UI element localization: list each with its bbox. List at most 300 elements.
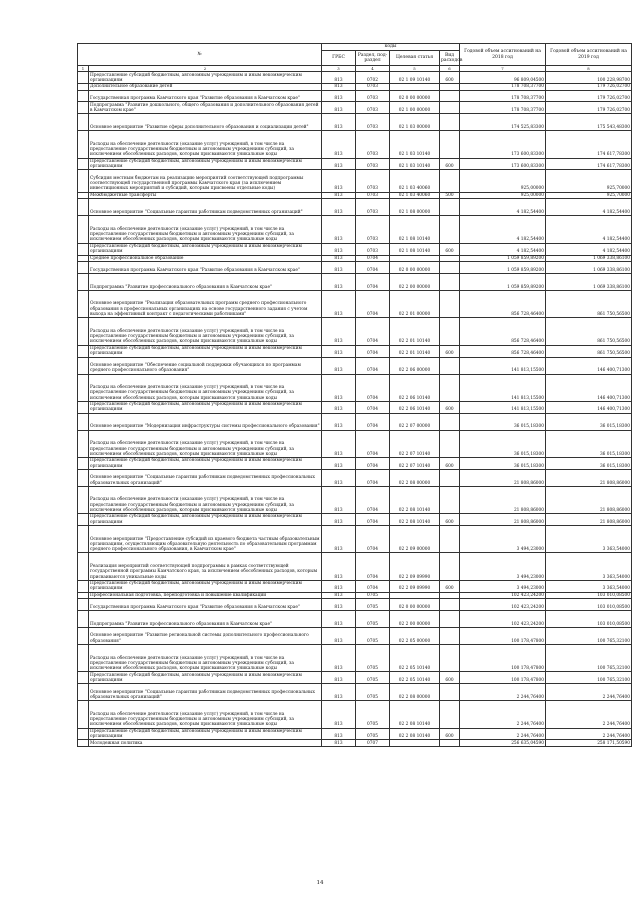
row-exp-type-cell [440,84,460,91]
row-grbs-cell: 813 [322,102,356,114]
row-target-cell: 02 2 06 10140 [390,374,440,401]
row-amount-2019-cell: 100 228,98700 [546,72,632,84]
table-row [78,158,632,170]
table-row [78,102,632,114]
row-name-cell: Основное мероприятие "Обеспечение социальной поддержки обучающихся по программам среднего профессионального образования" [89,357,322,374]
row-amount-2019-cell: 1 069 338,86100 [546,273,632,290]
col-number: 8 [546,66,632,72]
row-section-cell: 0705 [356,628,390,645]
row-amount-2019-cell: 36 015,18300 [546,413,632,430]
table-row [78,290,632,317]
row-exp-type-cell: 600 [440,72,460,84]
row-exp-type-cell [440,592,460,599]
row-number-cell [78,514,89,526]
row-amount-2019-cell: 146 400,71300 [546,357,632,374]
row-name-cell: Межбюджетные трансферты [89,192,322,199]
row-target-cell: 02 2 01 10140 [390,345,440,357]
row-number-cell [78,592,89,599]
row-target-cell: 02 2 09 00000 [390,526,440,553]
row-grbs-cell: 813 [322,290,356,317]
row-target-cell: 02 2 09 09990 [390,580,440,592]
table-row [78,84,632,91]
row-number-cell [78,684,89,701]
row-name-cell: Среднее профессиональное образование [89,255,322,262]
row-section-cell: 0705 [356,645,390,672]
row-number-cell [78,740,89,747]
row-number-cell [78,628,89,645]
row-grbs-cell: 813 [322,430,356,457]
row-amount-2018-cell: 1 059 859,89200 [460,255,546,262]
table-row [78,672,632,684]
row-number-cell [78,580,89,592]
row-name-cell: Расходы на обеспечение деятельности (оказание услуг) учреждений, в том числе на предоставление государственным бюджетным и автономным учреждениям субсидий, за исключением обособленных расходов, которым присваиваются уникальные коды [89,430,322,457]
row-exp-type-cell [440,599,460,611]
row-number-cell [78,469,89,486]
row-amount-2018-cell: 4 182,54400 [460,199,546,216]
row-target-cell: 02 1 00 00000 [390,102,440,114]
row-name-cell: Подпрограмма "Развитие профессионального образования в Камчатском крае" [89,273,322,290]
row-amount-2019-cell: 146 400,71300 [546,374,632,401]
row-number-cell [78,131,89,158]
row-exp-type-cell: 500 [440,192,460,199]
row-amount-2019-cell: 4 182,54400 [546,199,632,216]
row-amount-2019-cell: 21 808,86000 [546,514,632,526]
row-grbs-cell: 813 [322,192,356,199]
table-row [78,114,632,131]
row-exp-type-cell [440,273,460,290]
row-section-cell: 0704 [356,401,390,413]
row-amount-2019-cell: 179 726,02700 [546,102,632,114]
row-target-cell [390,592,440,599]
row-section-cell: 0703 [356,84,390,91]
row-name-cell: Государственная программа Камчатского края "Развитие образования в Камчатском крае" [89,599,322,611]
row-target-cell: 02 2 09 09990 [390,553,440,580]
row-target-cell: 02 2 06 00000 [390,357,440,374]
row-amount-2018-cell: 173 600,83300 [460,158,546,170]
row-grbs-cell: 813 [322,273,356,290]
table-row [78,580,632,592]
row-target-cell: 02 1 03 40060 [390,192,440,199]
row-amount-2019-cell: 2 244,76400 [546,728,632,740]
row-amount-2018-cell: 36 015,18300 [460,458,546,470]
table-row [78,374,632,401]
row-target-cell: 02 1 03 10140 [390,158,440,170]
row-exp-type-cell: 600 [440,514,460,526]
row-amount-2019-cell: 103 010,08500 [546,592,632,599]
row-grbs-cell: 813 [322,131,356,158]
row-amount-2019-cell: 179 726,02700 [546,90,632,102]
header-codes: коды [322,44,460,51]
row-amount-2018-cell: 4 182,54400 [460,243,546,255]
row-section-cell: 0704 [356,273,390,290]
row-amount-2018-cell: 178 708,37700 [460,102,546,114]
table-row [78,458,632,470]
row-exp-type-cell: 600 [440,401,460,413]
row-grbs-cell: 813 [322,90,356,102]
row-name-cell: Расходы на обеспечение деятельности (оказание услуг) учреждений, в том числе на предоставление государственным бюджетным и автономным учреждениям субсидий, за исключением обособленных расходов, которым присваиваются уникальные коды [89,318,322,345]
row-amount-2019-cell: 925,70000 [546,192,632,199]
row-name-cell: Расходы на обеспечение деятельности (оказание услуг) учреждений, в том числе на предоставление государственным бюджетным и автономным учреждениям субсидий, за исключением обособленных расходов, которым присваиваются уникальные коды [89,486,322,513]
header-2019: Годовой объем ассигнований на 2019 год [546,44,632,66]
row-name-cell: Основное мероприятие "Социальные гарантии работникам подведомственных профессиональных образовательных организаций" [89,469,322,486]
row-number-cell [78,216,89,243]
row-name-cell: Дополнительное образование детей [89,84,322,91]
row-section-cell: 0703 [356,90,390,102]
row-number-cell [78,553,89,580]
row-target-cell: 02 2 08 10140 [390,701,440,728]
row-amount-2019-cell: 103 010,08500 [546,611,632,628]
row-amount-2019-cell: 21 808,86000 [546,469,632,486]
row-exp-type-cell [440,611,460,628]
row-exp-type-cell [440,469,460,486]
row-exp-type-cell: 600 [440,345,460,357]
row-amount-2019-cell: 3 363,54000 [546,526,632,553]
row-amount-2019-cell: 4 182,54400 [546,216,632,243]
row-amount-2018-cell: 141 813,15500 [460,357,546,374]
row-exp-type-cell: 600 [440,458,460,470]
row-target-cell: 02 1 08 00000 [390,199,440,216]
row-exp-type-cell [440,216,460,243]
row-grbs-cell: 813 [322,514,356,526]
row-number-cell [78,357,89,374]
row-name-cell: Основное мероприятие "Развитие сферы дополнительного образования и социализации детей" [89,114,322,131]
row-target-cell [390,84,440,91]
row-grbs-cell: 813 [322,255,356,262]
row-amount-2018-cell: 925,00000 [460,170,546,192]
row-number-cell [78,401,89,413]
row-target-cell: 02 2 05 00000 [390,628,440,645]
row-exp-type-cell: 600 [440,158,460,170]
row-exp-type-cell [440,628,460,645]
row-amount-2019-cell: 36 015,18300 [546,430,632,457]
row-exp-type-cell [440,430,460,457]
row-name-cell: Молодежная политика [89,740,322,747]
row-section-cell: 0703 [356,170,390,192]
row-section-cell: 0703 [356,131,390,158]
row-name-cell: Предоставление субсидий бюджетным, автономным учреждениям и иным некоммерческим организациям [89,672,322,684]
row-name-cell: Субсидия местным бюджетам на реализацию мероприятий соответствующей подпрограммы соответствующей государственной программы Камчатского края (за исключением инвестиционных мероприятий и субсидий, которым присвоены отдельные коды) [89,170,322,192]
table-row [78,199,632,216]
row-amount-2018-cell: 925,00000 [460,192,546,199]
row-name-cell: Предоставление субсидий бюджетным, автономным учреждениям и иным некоммерческим организациям [89,72,322,84]
row-exp-type-cell [440,645,460,672]
table-row [78,262,632,274]
row-exp-type-cell: 600 [440,728,460,740]
row-exp-type-cell [440,318,460,345]
row-number-cell [78,243,89,255]
row-amount-2018-cell: 856 728,46400 [460,318,546,345]
row-amount-2019-cell: 1 069 338,86100 [546,255,632,262]
table-row [78,255,632,262]
row-grbs-cell: 813 [322,170,356,192]
row-amount-2018-cell: 100 178,47800 [460,672,546,684]
row-name-cell: Основное мероприятие "Реализация образовательных программ среднего профессионального образования в профессиональных организациях на основе государственного задания с учетом выхода на эффективный контракт с педагогическими работниками" [89,290,322,317]
row-section-cell: 0704 [356,514,390,526]
budget-table [77,43,632,747]
col-number: 4 [356,66,390,72]
row-amount-2019-cell: 4 182,54400 [546,243,632,255]
row-amount-2019-cell: 2 244,76400 [546,684,632,701]
row-section-cell: 0704 [356,430,390,457]
row-grbs-cell: 813 [322,243,356,255]
row-grbs-cell: 813 [322,701,356,728]
row-target-cell [390,740,440,747]
row-section-cell: 0703 [356,158,390,170]
table-row [78,90,632,102]
row-exp-type-cell: 600 [440,672,460,684]
row-name-cell: Предоставление субсидий бюджетным, автономным учреждениям и иным некоммерческим организациям [89,728,322,740]
row-number-cell [78,199,89,216]
row-amount-2019-cell: 146 400,71300 [546,401,632,413]
row-grbs-cell: 813 [322,645,356,672]
row-name-cell: Предоставление субсидий бюджетным, автономным учреждениям и иным некоммерческим организациям [89,458,322,470]
row-amount-2018-cell: 21 808,86000 [460,514,546,526]
row-amount-2018-cell: 856 728,46400 [460,290,546,317]
table-row [78,514,632,526]
row-grbs-cell: 813 [322,628,356,645]
row-target-cell: 02 1 03 10140 [390,131,440,158]
row-number-cell [78,262,89,274]
row-grbs-cell: 813 [322,553,356,580]
row-section-cell: 0703 [356,102,390,114]
row-amount-2019-cell: 861 750,56500 [546,345,632,357]
row-number-cell [78,728,89,740]
row-exp-type-cell [440,102,460,114]
table-row [78,273,632,290]
table-body [78,72,632,747]
page-number: 14 [316,880,324,886]
row-grbs-cell: 813 [322,740,356,747]
row-amount-2019-cell: 100 765,32100 [546,628,632,645]
row-number-cell [78,102,89,114]
row-section-cell: 0705 [356,599,390,611]
header-target: Целевая статья [390,51,440,66]
row-grbs-cell: 813 [322,526,356,553]
row-number-cell [78,413,89,430]
table-row [78,243,632,255]
table-row [78,684,632,701]
row-number-cell [78,486,89,513]
row-name-cell: Расходы на обеспечение деятельности (оказание услуг) учреждений, в том числе на предоставление государственным бюджетным и автономным учреждениям субсидий, за исключением обособленных расходов, которым присваиваются уникальные коды [89,216,322,243]
row-amount-2019-cell: 861 750,56500 [546,318,632,345]
row-name-cell: Расходы на обеспечение деятельности (оказание услуг) учреждений, в том числе на предоставление государственным бюджетным и автономным учреждениям субсидий, за исключением обособленных расходов, которым присваиваются уникальные коды [89,701,322,728]
row-amount-2019-cell: 175 543,48300 [546,114,632,131]
row-amount-2019-cell: 21 808,86000 [546,486,632,513]
table-row [78,599,632,611]
table-row [78,701,632,728]
row-name-cell: Предоставление субсидий бюджетным, автономным учреждениям и иным некоммерческим организациям [89,243,322,255]
row-number-cell [78,526,89,553]
col-number: 1 [78,66,89,72]
row-amount-2018-cell: 3 494,23000 [460,580,546,592]
row-target-cell: 02 2 08 00000 [390,684,440,701]
row-exp-type-cell [440,290,460,317]
row-name-cell: Государственная программа Камчатского края "Развитие образования в Камчатском крае" [89,262,322,274]
header-2018: Годовой объем ассигнований на 2018 год [460,44,546,66]
row-amount-2018-cell: 1 059 859,89200 [460,273,546,290]
row-amount-2018-cell: 102 423,24200 [460,611,546,628]
row-number-cell [78,114,89,131]
row-section-cell: 0704 [356,357,390,374]
table-row [78,401,632,413]
row-amount-2018-cell: 96 809,04500 [460,72,546,84]
header-exp-type: Вид расходов [440,51,460,66]
table-row [78,486,632,513]
row-section-cell: 0705 [356,728,390,740]
table-row [78,170,632,192]
table-row [78,628,632,645]
row-target-cell: 02 2 00 00000 [390,611,440,628]
row-section-cell: 0707 [356,740,390,747]
row-number-cell [78,611,89,628]
row-amount-2018-cell: 3 494,23000 [460,526,546,553]
row-grbs-cell: 813 [322,599,356,611]
row-target-cell: 02 1 03 00000 [390,114,440,131]
row-amount-2018-cell: 21 808,86000 [460,469,546,486]
row-number-cell [78,72,89,84]
row-section-cell: 0704 [356,374,390,401]
row-grbs-cell: 813 [322,216,356,243]
row-grbs-cell: 813 [322,262,356,274]
row-name-cell: Государственная программа Камчатского края "Развитие образования в Камчатском крае" [89,90,322,102]
row-exp-type-cell [440,740,460,747]
row-section-cell: 0704 [356,580,390,592]
row-name-cell: Основное мероприятие "Предоставление субсидий из краевого бюджета частным образовательным организациям, осуществляющим образовательную деятельность по образовательным программам среднего профессионального образования, в Камчатском крае" [89,526,322,553]
row-number-cell [78,458,89,470]
row-number-cell [78,430,89,457]
row-exp-type-cell [440,114,460,131]
table-row [78,469,632,486]
row-exp-type-cell [440,413,460,430]
row-number-cell [78,701,89,728]
row-section-cell: 0704 [356,526,390,553]
row-target-cell: 02 2 08 10140 [390,514,440,526]
row-amount-2018-cell: 102 423,24200 [460,592,546,599]
row-target-cell: 02 1 08 10140 [390,243,440,255]
row-target-cell: 02 2 08 10140 [390,728,440,740]
table-row [78,592,632,599]
row-grbs-cell: 813 [322,458,356,470]
row-amount-2019-cell: 861 750,56500 [546,290,632,317]
row-target-cell: 02 2 05 10140 [390,645,440,672]
row-grbs-cell: 813 [322,728,356,740]
row-exp-type-cell [440,357,460,374]
table-row [78,728,632,740]
row-grbs-cell: 813 [322,592,356,599]
row-amount-2018-cell: 4 182,54400 [460,216,546,243]
row-amount-2018-cell: 102 423,24200 [460,599,546,611]
row-target-cell: 02 2 08 00000 [390,469,440,486]
row-grbs-cell: 813 [322,318,356,345]
row-amount-2018-cell: 2 244,76400 [460,728,546,740]
row-target-cell: 02 0 00 00000 [390,599,440,611]
row-exp-type-cell [440,255,460,262]
row-section-cell: 0704 [356,413,390,430]
row-number-cell [78,318,89,345]
row-name-cell: Основное мероприятие "Модернизация инфраструктуры системы профессионального образования" [89,413,322,430]
col-number: 3 [322,66,356,72]
row-number-cell [78,290,89,317]
row-target-cell: 02 2 01 10140 [390,318,440,345]
table-row [78,430,632,457]
row-name-cell: Основное мероприятие "Развитие региональной системы дополнительного профессионального образования" [89,628,322,645]
row-amount-2019-cell: 100 765,32100 [546,645,632,672]
row-grbs-cell: 813 [322,114,356,131]
row-grbs-cell: 813 [322,345,356,357]
row-name-cell: Подпрограмма "Развитие дошкольного, общего образования и дополнительного образования детей в Камчатском крае" [89,102,322,114]
row-grbs-cell: 813 [322,72,356,84]
row-amount-2019-cell: 179 726,02700 [546,84,632,91]
row-amount-2018-cell: 178 708,37700 [460,84,546,91]
row-name-cell: Реализация мероприятий соответствующей подпрограммы в рамках соответствующей государственной программы Камчатского края, за исключением обособленных расходов, которым присваиваются уникальные коды [89,553,322,580]
row-target-cell: 02 2 06 10140 [390,401,440,413]
row-number-cell [78,255,89,262]
row-target-cell: 02 2 01 00000 [390,290,440,317]
row-number-cell [78,90,89,102]
row-amount-2018-cell: 856 728,46400 [460,345,546,357]
row-exp-type-cell [440,701,460,728]
row-exp-type-cell: 600 [440,243,460,255]
row-name-cell: Подпрограмма "Развитие профессионального образования в Камчатском крае" [89,611,322,628]
row-section-cell: 0704 [356,255,390,262]
table-row [78,357,632,374]
row-target-cell: 02 2 08 10140 [390,486,440,513]
row-amount-2018-cell: 100 178,47800 [460,628,546,645]
row-section-cell: 0704 [356,458,390,470]
row-number-cell [78,672,89,684]
row-target-cell: 02 2 05 10140 [390,672,440,684]
row-exp-type-cell [440,374,460,401]
table-row [78,740,632,747]
table-row [78,131,632,158]
row-name-cell: Предоставление субсидий бюджетным, автономным учреждениям и иным некоммерческим организациям [89,158,322,170]
row-target-cell: 02 1 03 40060 [390,170,440,192]
row-grbs-cell: 813 [322,580,356,592]
row-target-cell: 02 2 07 10140 [390,458,440,470]
row-grbs-cell: 813 [322,611,356,628]
row-grbs-cell: 813 [322,357,356,374]
row-number-cell [78,345,89,357]
table-row [78,216,632,243]
row-amount-2018-cell: 1 059 859,89200 [460,262,546,274]
row-name-cell: Профессиональная подготовка, переподготовка и повышение квалификации [89,592,322,599]
row-amount-2018-cell: 256 635,04590 [460,740,546,747]
row-number-cell [78,273,89,290]
row-section-cell: 0703 [356,216,390,243]
row-number-cell [78,599,89,611]
row-amount-2019-cell: 925,70000 [546,170,632,192]
table-row [78,192,632,199]
row-amount-2019-cell: 3 363,54000 [546,553,632,580]
row-amount-2019-cell: 174 617,78300 [546,131,632,158]
row-amount-2018-cell: 141 813,15500 [460,401,546,413]
row-amount-2018-cell: 36 015,18300 [460,430,546,457]
table-row [78,318,632,345]
row-name-cell: Расходы на обеспечение деятельности (оказание услуг) учреждений, в том числе на предоставление государственным бюджетным и автономным учреждениям субсидий, за исключением обособленных расходов, которым присваиваются уникальные коды [89,645,322,672]
row-amount-2018-cell: 173 600,83300 [460,131,546,158]
row-amount-2018-cell: 2 244,76400 [460,701,546,728]
table-row [78,611,632,628]
table-row [78,72,632,84]
row-amount-2018-cell: 174 525,83300 [460,114,546,131]
col-number: 2 [89,66,322,72]
row-amount-2019-cell: 3 363,54000 [546,580,632,592]
row-number-cell [78,170,89,192]
row-exp-type-cell [440,262,460,274]
table-row [78,526,632,553]
row-amount-2019-cell: 36 015,18300 [546,458,632,470]
row-section-cell: 0704 [356,318,390,345]
